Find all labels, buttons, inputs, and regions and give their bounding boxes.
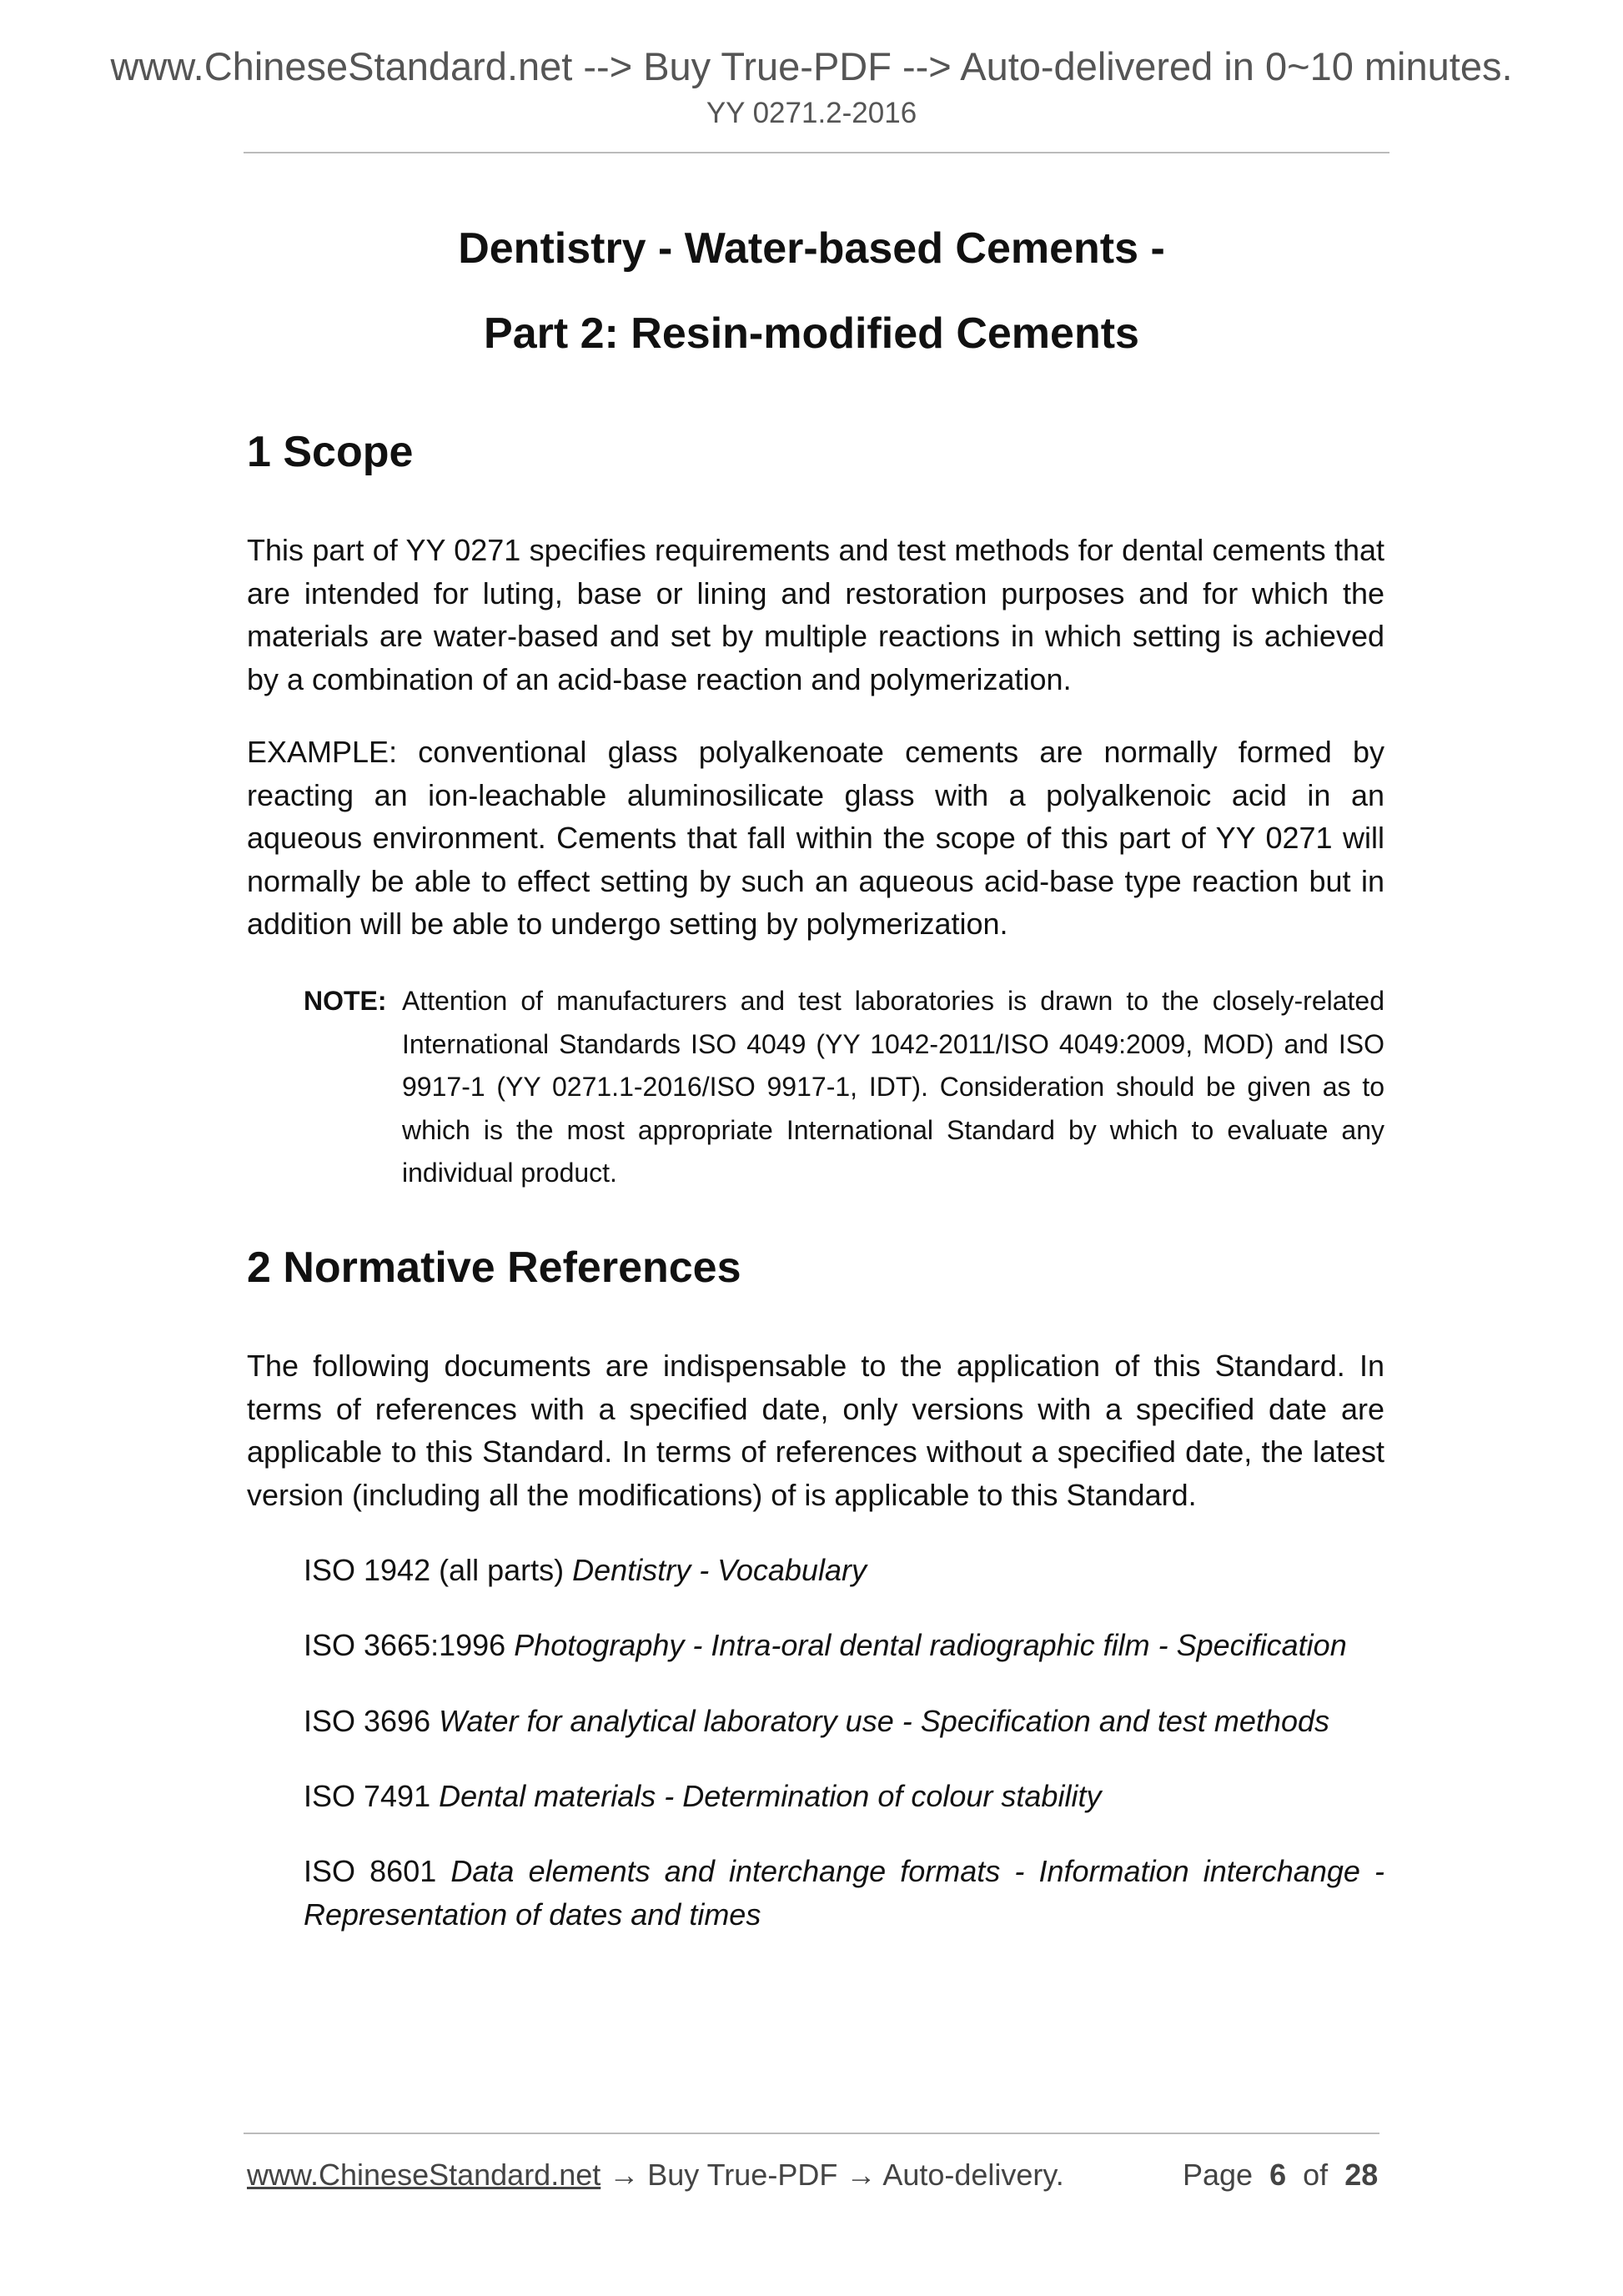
scope-paragraph: This part of YY 0271 specifies requirements and test methods for dental cements that are intended for luting, base or lining and restoration purposes and for which the materials are water-based and set by multiple reactions in which setting is achieved by a combination of an acid-base reaction and polymerization. <box>247 533 1384 696</box>
note-text: Attention of manufacturers and test laboratories is drawn to the closely-related International Standards ISO 4049 (YY 1042-2011/ISO 4049:2009, MOD) and ISO 9917-1 (YY 0271.1-2016/ISO 9917-1, IDT). Consideration should be given as to which is the most appropriate International Standard by which to evaluate any individual product. <box>402 986 1384 1188</box>
reference-title: Water for analytical laboratory use - Specification and test methods <box>439 1704 1329 1738</box>
footer-left <box>247 2158 1064 2193</box>
section-heading-normative-references: 2 Normative References <box>247 1243 741 1292</box>
note-block <box>304 980 1384 1195</box>
document-title-line2: Part 2: Resin-modified Cements <box>484 309 1139 358</box>
reference-title: Data elements and interchange formats - Information interchange - Representation of dates and times <box>304 1854 1385 1932</box>
header-divider <box>244 152 1389 153</box>
header-banner: www.ChineseStandard.net --> Buy True-PDF --> Auto-delivered in 0~10 minutes. <box>110 44 1513 88</box>
section-heading-scope: 1 Scope <box>247 428 414 476</box>
reference-item <box>304 1700 1384 1743</box>
note-label: NOTE: <box>304 986 387 1016</box>
reference-item <box>304 1624 1384 1667</box>
footer-divider <box>244 2133 1379 2134</box>
of-word: of <box>1303 2158 1329 2192</box>
reference-item <box>304 1549 1384 1592</box>
reference-code: ISO 3665:1996 <box>304 1628 506 1662</box>
reference-code: ISO 7491 <box>304 1779 431 1813</box>
example-paragraph: EXAMPLE: conventional glass polyalkenoate cements are normally formed by reacting an ion-leachable aluminosilicate glass with a polyalkenoic acid in an aqueous environment. Cements that fall within the scope of this part of YY 0271 will normally be able to effect setting by such an aqueous acid-base type reaction but in addition will be able to undergo setting by polymerization. <box>247 735 1384 941</box>
current-page: 6 <box>1269 2158 1287 2192</box>
total-pages: 28 <box>1344 2158 1379 2192</box>
reference-title: Dentistry - Vocabulary <box>572 1553 867 1587</box>
document-title-line1: Dentistry - Water-based Cements - <box>458 224 1165 273</box>
reference-title: Photography - Intra-oral dental radiographic film - Specification <box>514 1628 1347 1662</box>
page-number <box>1183 2158 1378 2193</box>
reference-item <box>304 1850 1384 1936</box>
reference-item <box>304 1775 1384 1818</box>
reference-code: ISO 8601 <box>304 1854 437 1888</box>
reference-title: Dental materials - Determination of colour stability <box>439 1779 1102 1813</box>
footer-site-link[interactable]: www.ChineseStandard.net <box>247 2158 601 2192</box>
reference-code: ISO 3696 <box>304 1704 431 1738</box>
page-word: Page <box>1183 2158 1254 2192</box>
reference-code: ISO 1942 (all parts) <box>304 1553 565 1587</box>
normative-references-paragraph: The following documents are indispensable to the application of this Standard. In terms of references with a specified date, only versions with a specified date are applicable to this Standard. In terms of references without a specified date, the latest version (including all the modifications) of is applicable to this Standard. <box>247 1349 1384 1512</box>
footer-tagline: → Buy True-PDF → Auto-delivery. <box>600 2158 1064 2192</box>
header-doc-code: YY 0271.2-2016 <box>706 97 917 129</box>
